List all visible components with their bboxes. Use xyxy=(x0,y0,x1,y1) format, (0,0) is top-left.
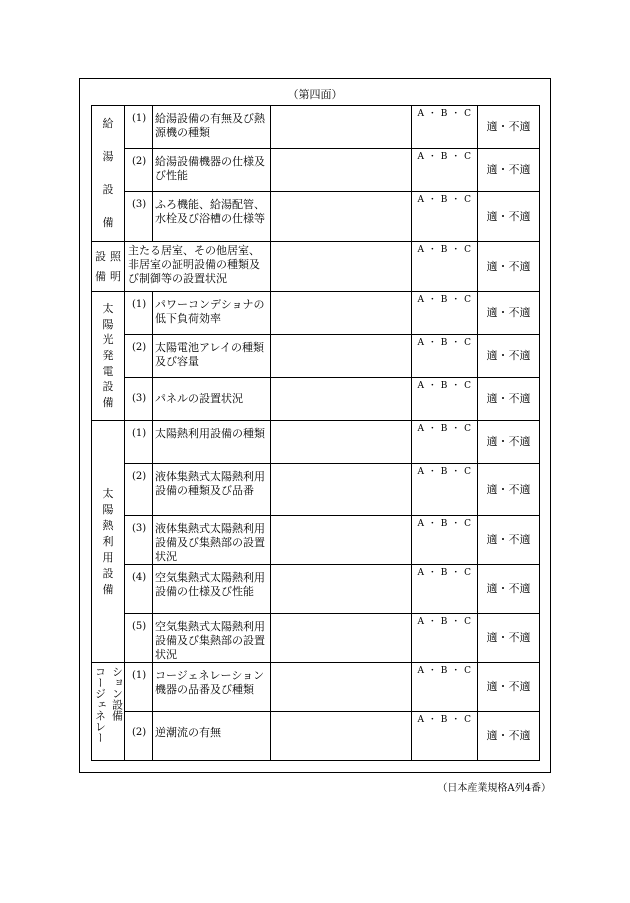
rating-options[interactable]: A ・ B ・ C xyxy=(412,292,478,335)
item-text: パネルの設置状況 xyxy=(153,378,271,421)
category-lighting: 設 備 照 明 xyxy=(92,242,125,292)
rating-options[interactable]: A ・ B ・ C xyxy=(412,149,478,192)
table-row xyxy=(92,663,540,712)
table-row xyxy=(92,106,540,149)
item-number: (5) xyxy=(125,614,153,663)
rating-options[interactable]: A ・ B ・ C xyxy=(412,464,478,516)
rating-options[interactable]: A ・ B ・ C xyxy=(412,106,478,149)
item-number: (1) xyxy=(125,106,153,149)
item-number: (2) xyxy=(125,712,153,761)
rating-options[interactable]: A ・ B ・ C xyxy=(412,192,478,242)
item-number: (2) xyxy=(125,335,153,378)
table-row xyxy=(92,192,540,242)
rating-options[interactable]: A ・ B ・ C xyxy=(412,242,478,292)
rating-options[interactable]: A ・ B ・ C xyxy=(412,516,478,565)
result-options[interactable]: 適・不適 xyxy=(478,242,540,292)
notes-cell[interactable] xyxy=(271,663,412,712)
item-text: 空気集熱式太陽熱利用設備及び集熱部の設置状況 xyxy=(153,614,271,663)
notes-cell[interactable] xyxy=(271,614,412,663)
item-text: 太陽熱利用設備の種類 xyxy=(153,421,271,464)
result-options[interactable]: 適・不適 xyxy=(478,106,540,149)
result-options[interactable]: 適・不適 xyxy=(478,464,540,516)
category-solar-power: 太 陽 光 発 電 設 備 xyxy=(92,292,125,421)
result-options[interactable]: 適・不適 xyxy=(478,292,540,335)
item-number: (3) xyxy=(125,516,153,565)
table-row xyxy=(92,378,540,421)
table-row xyxy=(92,464,540,516)
form-frame xyxy=(79,78,551,773)
notes-cell[interactable] xyxy=(271,565,412,614)
item-text: パワーコンデショナの低下負荷効率 xyxy=(153,292,271,335)
rating-options[interactable]: A ・ B ・ C xyxy=(412,565,478,614)
rating-options[interactable]: A ・ B ・ C xyxy=(412,614,478,663)
result-options[interactable]: 適・不適 xyxy=(478,149,540,192)
inspection-table xyxy=(91,105,540,761)
result-options[interactable]: 適・不適 xyxy=(478,712,540,761)
item-text: コージェネレーション機器の品番及び種類 xyxy=(153,663,271,712)
item-number: (3) xyxy=(125,192,153,242)
result-options[interactable]: 適・不適 xyxy=(478,565,540,614)
notes-cell[interactable] xyxy=(271,516,412,565)
item-text: 太陽電池アレイの種類及び容量 xyxy=(153,335,271,378)
page-title: （第四面） xyxy=(287,88,343,101)
table-row xyxy=(92,421,540,464)
result-options[interactable]: 適・不適 xyxy=(478,614,540,663)
item-number: (3) xyxy=(125,378,153,421)
table-row xyxy=(92,712,540,761)
notes-cell[interactable] xyxy=(271,149,412,192)
item-text: 給湯設備の有無及び熱源機の種類 xyxy=(153,106,271,149)
category-solar-thermal: 太 陽 熱 利 用 設 備 xyxy=(92,421,125,663)
result-options[interactable]: 適・不適 xyxy=(478,421,540,464)
paper-size-note: （日本産業規格A列4番） xyxy=(437,783,551,794)
table-row xyxy=(92,242,540,292)
category-hot-water: 給 湯 設 備 xyxy=(92,106,125,242)
notes-cell[interactable] xyxy=(271,106,412,149)
notes-cell[interactable] xyxy=(271,335,412,378)
result-options[interactable]: 適・不適 xyxy=(478,663,540,712)
rating-options[interactable]: A ・ B ・ C xyxy=(412,712,478,761)
item-text: ふろ機能、給湯配管、水栓及び浴槽の仕様等 xyxy=(153,192,271,242)
item-number: (4) xyxy=(125,565,153,614)
result-options[interactable]: 適・不適 xyxy=(478,192,540,242)
table-row xyxy=(92,516,540,565)
item-number: (1) xyxy=(125,663,153,712)
result-options[interactable]: 適・不適 xyxy=(478,516,540,565)
notes-cell[interactable] xyxy=(271,242,412,292)
notes-cell[interactable] xyxy=(271,712,412,761)
table-row xyxy=(92,335,540,378)
table-row xyxy=(92,292,540,335)
item-text: 液体集熱式太陽熱利用設備及び集熱部の設置状況 xyxy=(153,516,271,565)
notes-cell[interactable] xyxy=(271,292,412,335)
item-text: 逆潮流の有無 xyxy=(153,712,271,761)
result-options[interactable]: 適・不適 xyxy=(478,378,540,421)
item-text: 主たる居室、その他居室、非居室の証明設備の種類及び制御等の設置状況 xyxy=(125,242,271,292)
item-number: (2) xyxy=(125,464,153,516)
item-number: (2) xyxy=(125,149,153,192)
table-row xyxy=(92,149,540,192)
item-number: (1) xyxy=(125,421,153,464)
rating-options[interactable]: A ・ B ・ C xyxy=(412,421,478,464)
notes-cell[interactable] xyxy=(271,378,412,421)
category-cogeneration: コージェネレー ション設備 xyxy=(92,663,125,761)
notes-cell[interactable] xyxy=(271,192,412,242)
rating-options[interactable]: A ・ B ・ C xyxy=(412,663,478,712)
notes-cell[interactable] xyxy=(271,464,412,516)
table-row xyxy=(92,565,540,614)
item-text: 給湯設備機器の仕様及び性能 xyxy=(153,149,271,192)
item-number: (1) xyxy=(125,292,153,335)
item-text: 空気集熱式太陽熱利用設備の仕様及び性能 xyxy=(153,565,271,614)
result-options[interactable]: 適・不適 xyxy=(478,335,540,378)
rating-options[interactable]: A ・ B ・ C xyxy=(412,335,478,378)
rating-options[interactable]: A ・ B ・ C xyxy=(412,378,478,421)
notes-cell[interactable] xyxy=(271,421,412,464)
item-text: 液体集熱式太陽熱利用設備の種類及び品番 xyxy=(153,464,271,516)
table-row xyxy=(92,614,540,663)
